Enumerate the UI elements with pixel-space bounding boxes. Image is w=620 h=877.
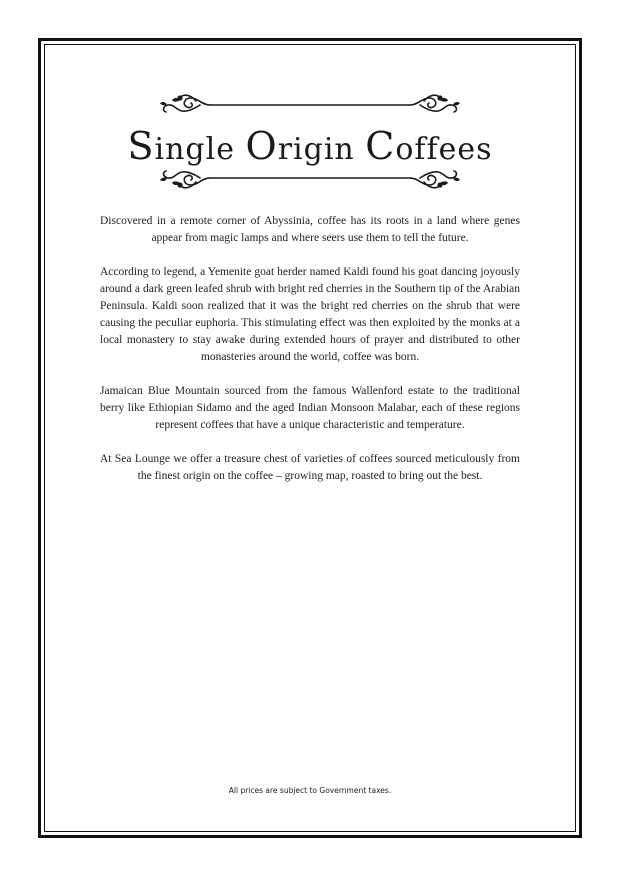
title-initial: O (245, 124, 278, 168)
title-word-rest: ingle (154, 132, 246, 167)
scroll-flourish-divider-icon (158, 92, 462, 114)
scroll-flourish-divider-icon (158, 169, 462, 191)
title-word-rest: offees (395, 132, 493, 167)
title-initial: C (365, 124, 396, 168)
tax-disclaimer: All prices are subject to Government taxes. (228, 786, 392, 795)
paragraph-origin: Discovered in a remote corner of Abyssinia, coffee has its roots in a land where genes appear from magic lamps and where seers use them to tell the future. (100, 215, 520, 244)
title-word-rest: rigin (277, 132, 366, 167)
title-initial: S (127, 124, 155, 168)
paragraph-regions: Jamaican Blue Mountain sourced from the famous Wallenford estate to the traditional berry like Ethiopian Sidamo and the aged Indian Monsoon Malabar, each of these regions represent coffees that have a unique characteristic and temperature. (100, 385, 520, 431)
paragraph-legend: According to legend, a Yemenite goat herder named Kaldi found his goat dancing joyously around a dark green leafed shrub with bright red cherries in the Southern tip of the Arabian Peninsula. Kaldi soon realized that it was the bright red cherries on the shrub that were causing the peculiar euphoria. This stimulating effect was then exploited by the monks at a local monastery to stay awake during extended hours of prayer and distributed to other monasteries around the world, coffee was born. (100, 266, 520, 363)
page-title (44, 124, 576, 168)
description-body (100, 213, 520, 502)
paragraph-sea-lounge: At Sea Lounge we offer a treasure chest of varieties of coffees sourced meticulously from the finest origin on the coffee – growing map, roasted to bring out the best. (100, 453, 520, 482)
